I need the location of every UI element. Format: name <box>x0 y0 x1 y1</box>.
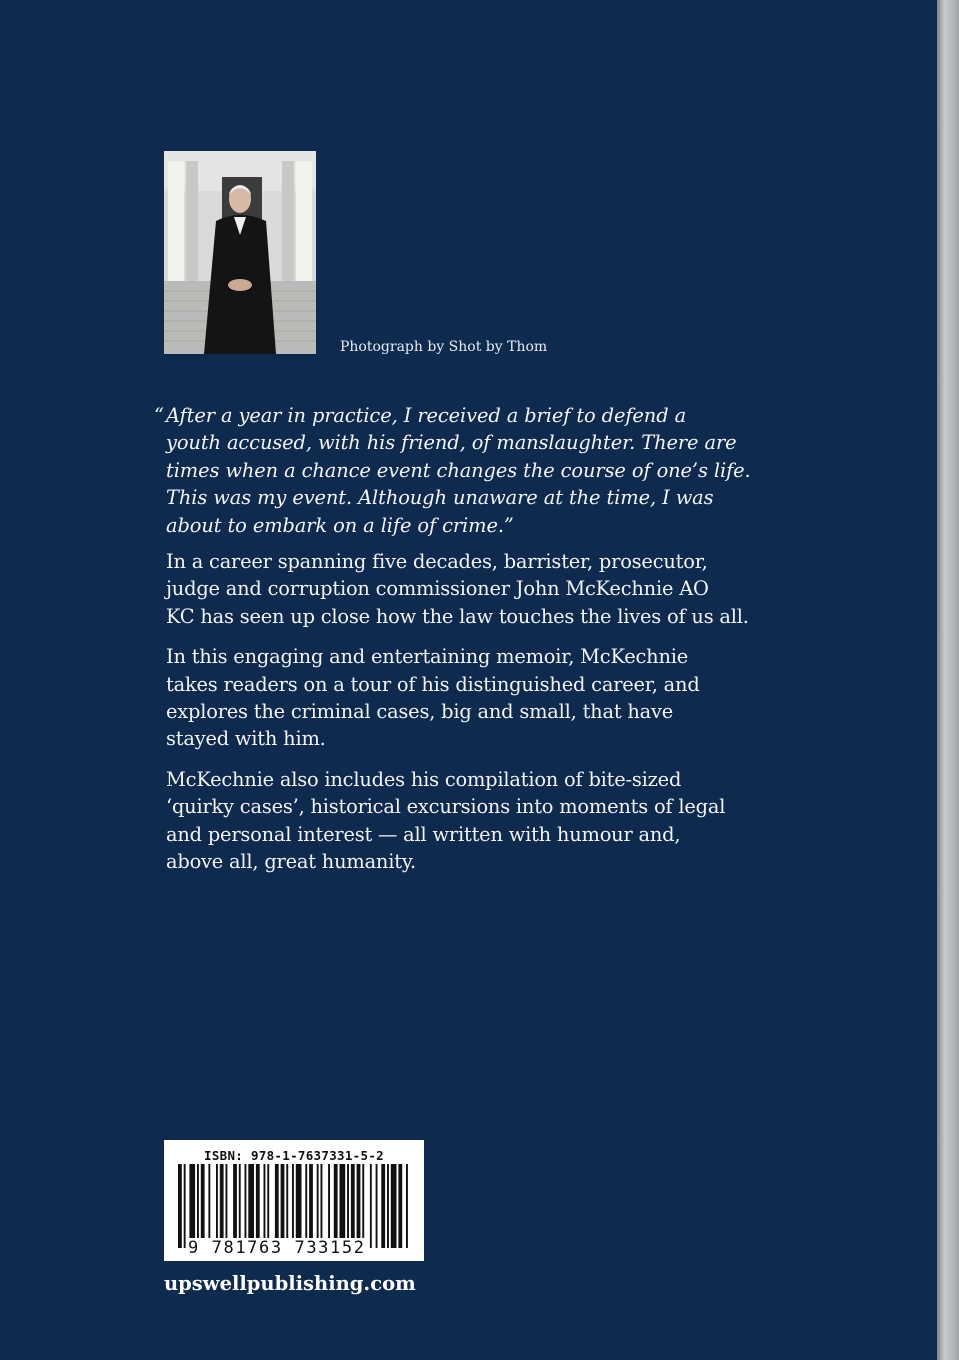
paragraph-line: and personal interest — all written with humour and, <box>166 822 681 846</box>
paragraph-line: stayed with him. <box>166 727 326 751</box>
barcode-bar <box>334 1164 338 1248</box>
barcode-bar <box>216 1164 218 1248</box>
isbn-barcode <box>164 1140 424 1261</box>
barcode-bar <box>309 1164 313 1248</box>
barcode-bar <box>381 1164 385 1248</box>
barcode-bar <box>340 1164 346 1248</box>
author-photo-illustration <box>164 151 316 354</box>
paragraph-line: above all, great humanity. <box>166 850 416 874</box>
paragraph-line: takes readers on a tour of his distinguished career, and <box>166 672 700 696</box>
barcode-bar <box>184 1164 186 1248</box>
barcode-bar <box>296 1164 302 1248</box>
barcode-bar <box>189 1164 195 1248</box>
barcode-bar <box>351 1164 355 1248</box>
barcode-bar <box>256 1164 260 1248</box>
quote-line: times when a chance event changes the course of one’s life. <box>166 458 751 482</box>
publisher-website: upswellpublishing.com <box>164 1272 416 1295</box>
barcode-bar <box>220 1164 224 1248</box>
barcode-bar <box>398 1164 402 1248</box>
barcode-bar <box>281 1164 285 1248</box>
blurb-paragraph-career <box>166 548 776 630</box>
barcode-bar <box>201 1164 205 1248</box>
opening-quote <box>154 402 776 539</box>
barcode-bar <box>208 1164 210 1248</box>
paragraph-line: In this engaging and entertaining memoir, McKechnie <box>166 645 689 669</box>
barcode-bar <box>267 1164 269 1248</box>
paragraph-line: McKechnie also includes his compilation of bite-sized <box>166 767 682 791</box>
barcode-bar <box>347 1164 349 1248</box>
blurb-text-block <box>154 402 776 889</box>
barcode-bar <box>178 1164 182 1248</box>
barcode-bar <box>286 1164 288 1248</box>
paragraph-line: judge and corruption commissioner John McKechnie AO <box>166 577 709 601</box>
quote-line: youth accused, with his friend, of manslaughter. There are <box>166 431 737 455</box>
paragraph-line: explores the criminal cases, big and small, that have <box>166 700 674 724</box>
quote-line: After a year in practice, I received a brief to defend a <box>166 404 687 427</box>
author-photograph <box>164 151 316 354</box>
barcode-bar <box>321 1164 323 1248</box>
barcode-bar <box>197 1164 199 1248</box>
barcode-bar <box>391 1164 397 1248</box>
barcode-bar <box>226 1164 228 1248</box>
barcode-bar <box>370 1164 372 1248</box>
barcode-bar <box>248 1164 254 1248</box>
barcode-bar <box>328 1164 330 1248</box>
barcode-bar <box>292 1164 294 1248</box>
paragraph-line: KC has seen up close how the law touches the lives of us all. <box>166 604 749 628</box>
barcode-bar <box>305 1164 307 1248</box>
photo-credit-caption: Photograph by Shot by Thom <box>340 339 548 355</box>
barcode-bar <box>317 1164 319 1248</box>
ean-digits: 9 781763 733152 <box>188 1238 366 1258</box>
quote-line: about to embark on a life of crime.” <box>166 513 514 537</box>
barcode-bar <box>406 1164 408 1248</box>
quote-line: This was my event. Although unaware at the time, I was <box>166 486 714 510</box>
barcode-bar <box>239 1164 241 1248</box>
page-edge-shadow <box>937 0 959 1360</box>
barcode-bar <box>233 1164 237 1248</box>
barcode-bar <box>264 1164 266 1248</box>
barcode-bar <box>376 1164 378 1248</box>
barcode-bar <box>387 1164 389 1248</box>
paragraph-line: In a career spanning five decades, barrister, prosecutor, <box>166 550 708 574</box>
isbn-label: ISBN: 978-1-7637331-5-2 <box>204 1148 384 1163</box>
barcode-bar <box>357 1164 361 1248</box>
blurb-paragraph-memoir <box>166 643 776 753</box>
paragraph-line: ‘quirky cases’, historical excursions into moments of legal <box>166 795 726 819</box>
barcode-bar <box>275 1164 279 1248</box>
quote-open-mark: “ <box>154 404 164 427</box>
barcode-bar <box>245 1164 247 1248</box>
barcode-bar <box>362 1164 364 1248</box>
blurb-paragraph-quirky-cases <box>166 766 776 876</box>
